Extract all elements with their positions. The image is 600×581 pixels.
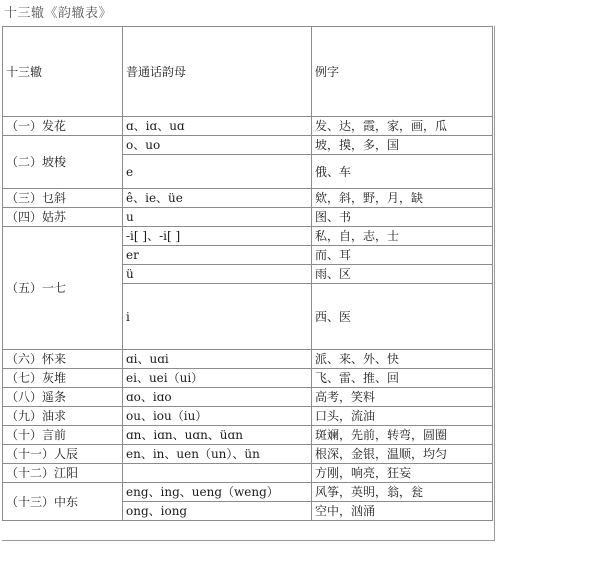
examples-cell: 派、来、外、快: [312, 350, 493, 369]
group-cell: （十）言前: [3, 426, 123, 445]
finals-cell: i: [123, 284, 312, 350]
examples-cell: 空中，汹涌: [312, 502, 493, 521]
table-row: [3, 426, 493, 445]
group-cell: （三）乜斜: [3, 189, 123, 208]
page-title: 十三辙《韵辙表》: [4, 6, 113, 21]
examples-cell: 而、耳: [312, 246, 493, 265]
examples-cell: 发、达，霞，家，画，瓜: [312, 117, 493, 136]
group-cell: （七）灰堆: [3, 369, 123, 388]
finals-cell: ɑi、uɑi: [123, 350, 312, 369]
finals-cell: [123, 464, 312, 483]
table-row: [3, 483, 493, 502]
finals-cell: u: [123, 208, 312, 227]
header-group: 十三辙: [3, 27, 123, 117]
group-cell: （十一）人辰: [3, 445, 123, 464]
table-row: [3, 208, 493, 227]
header-finals: 普通话韵母: [123, 27, 312, 117]
group-cell: （九）油求: [3, 407, 123, 426]
finals-cell: eng、ing、ueng（weng）: [123, 483, 312, 502]
group-cell: （二）坡梭: [3, 136, 123, 189]
finals-cell: er: [123, 246, 312, 265]
examples-cell: 俄、车: [312, 155, 493, 189]
examples-cell: 西、医: [312, 284, 493, 350]
finals-cell: e: [123, 155, 312, 189]
examples-cell: 图、书: [312, 208, 493, 227]
examples-cell: 坡，摸，多，国: [312, 136, 493, 155]
table-row: [3, 136, 493, 155]
table-row: [3, 189, 493, 208]
examples-cell: 欸，斜，野，月，缺: [312, 189, 493, 208]
table-row: [3, 388, 493, 407]
examples-cell: 飞、雷、推、回: [312, 369, 493, 388]
group-cell: （四）姑苏: [3, 208, 123, 227]
finals-cell: ê、ie、üe: [123, 189, 312, 208]
finals-cell: ɑn、iɑn、uɑn、üɑn: [123, 426, 312, 445]
examples-cell: 根深，金银，温顺，均匀: [312, 445, 493, 464]
examples-cell: 高考，笑料: [312, 388, 493, 407]
table-row: [3, 407, 493, 426]
table-row: [3, 369, 493, 388]
rhyme-table-sheet: [2, 26, 495, 541]
table-header-row: [3, 27, 493, 117]
finals-cell: en、in、uen（un）、ün: [123, 445, 312, 464]
finals-cell: o、uo: [123, 136, 312, 155]
examples-cell: 方刚，响亮，狂妄: [312, 464, 493, 483]
table-row: [3, 350, 493, 369]
finals-cell: ɑo、iɑo: [123, 388, 312, 407]
group-cell: （十三）中东: [3, 483, 123, 521]
group-cell: （十二）江阳: [3, 464, 123, 483]
examples-cell: 口头，流油: [312, 407, 493, 426]
finals-cell: -i[ ]、-i[ ]: [123, 227, 312, 246]
examples-cell: 私，自，志，士: [312, 227, 493, 246]
examples-cell: 风筝，英明，翁，瓮: [312, 483, 493, 502]
finals-cell: ou、iou（iu）: [123, 407, 312, 426]
examples-cell: 雨、区: [312, 265, 493, 284]
group-cell: （六）怀来: [3, 350, 123, 369]
group-cell: （八）遥条: [3, 388, 123, 407]
group-cell: （五）一七: [3, 227, 123, 350]
table-row: [3, 464, 493, 483]
table-row: [3, 445, 493, 464]
table-row: [3, 227, 493, 246]
finals-cell: ei、uei（ui）: [123, 369, 312, 388]
finals-cell: ɑ、iɑ、uɑ: [123, 117, 312, 136]
finals-cell: ü: [123, 265, 312, 284]
table-row: [3, 117, 493, 136]
header-examples: 例字: [312, 27, 493, 117]
group-cell: （一）发花: [3, 117, 123, 136]
finals-cell: ong、iong: [123, 502, 312, 521]
examples-cell: 斑斓，先前，转弯，圆圈: [312, 426, 493, 445]
rhyme-table: [2, 26, 493, 521]
